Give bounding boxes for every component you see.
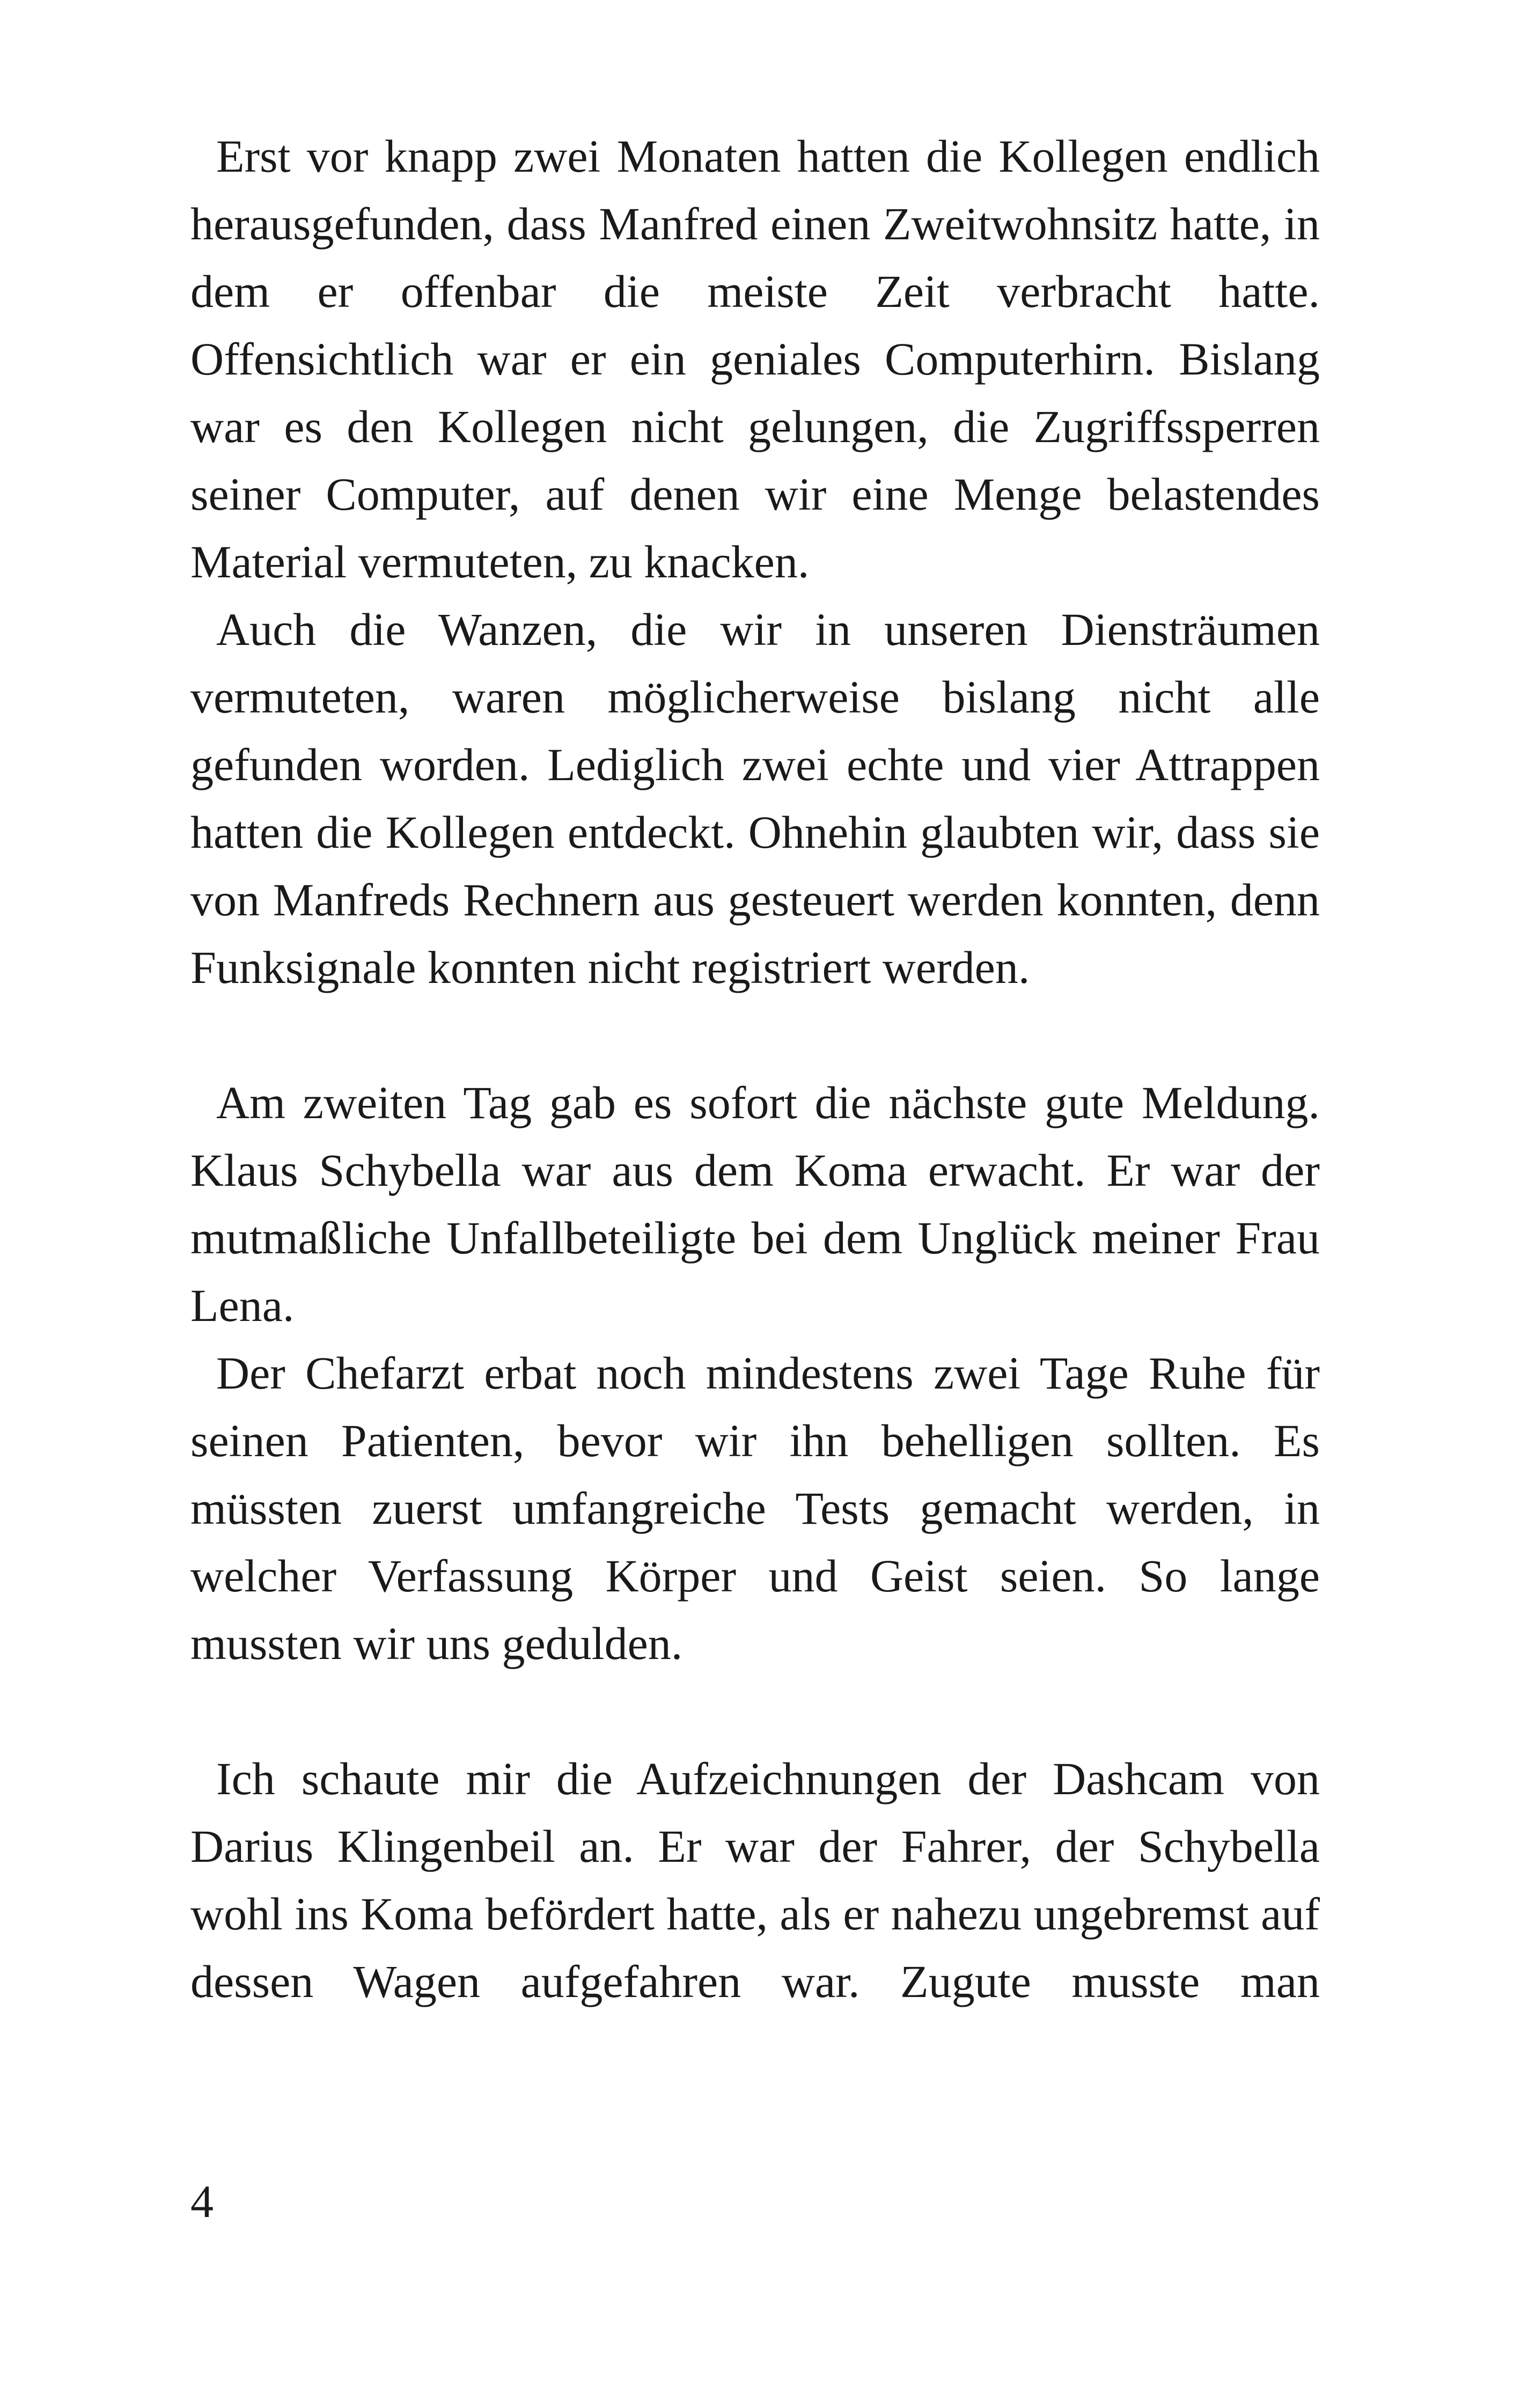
paragraph-3: Am zweiten Tag gab es sofort die nächste gute Meldung. Klaus Schybella war aus dem Koma erwacht. Er war der mutmaßliche Unfallbeteiligte bei dem Unglück meiner Frau Lena. <box>190 1077 1320 1331</box>
section-break <box>190 1001 1320 1069</box>
paragraph-5: Ich schaute mir die Aufzeichnungen der Dashcam von Darius Klingenbeil an. Er war der Fahrer, der Schybella wohl ins Koma befördert hatte, als er nahezu ungebremst auf dessen Wagen aufgefahren war. Zugute musste man <box>190 1753 1320 2007</box>
section-break <box>190 1677 1320 1745</box>
body-text <box>190 122 1320 2015</box>
paragraph-2: Auch die Wanzen, die wir in unseren Diensträumen vermuteten, waren möglicherweise bislang nicht alle gefunden worden. Lediglich zwei echte und vier Attrappen hatten die Kollegen entdeckt. Ohnehin glaubten wir, dass sie von Manfreds Rechnern aus gesteuert werden konnten, denn Funksignale konnten nicht registriert werden. <box>190 604 1320 993</box>
paragraph-1: Erst vor knapp zwei Monaten hatten die Kollegen endlich herausgefunden, dass Manfred einen Zweitwohnsitz hatte, in dem er offenbar die meiste Zeit verbracht hatte. Offensichtlich war er ein geniales Computerhirn. Bislang war es den Kollegen nicht gelungen, die Zugriffssperren seiner Computer, auf denen wir eine Menge belastendes Material vermuteten, zu knacken. <box>190 130 1320 588</box>
page-number: 4 <box>190 2176 214 2227</box>
paragraph-4: Der Chefarzt erbat noch mindestens zwei Tage Ruhe für seinen Patienten, bevor wir ihn behelligen sollten. Es müssten zuerst umfangreiche Tests gemacht werden, in welcher Verfassung Körper und Geist seien. So lange mussten wir uns gedulden. <box>190 1347 1320 1669</box>
